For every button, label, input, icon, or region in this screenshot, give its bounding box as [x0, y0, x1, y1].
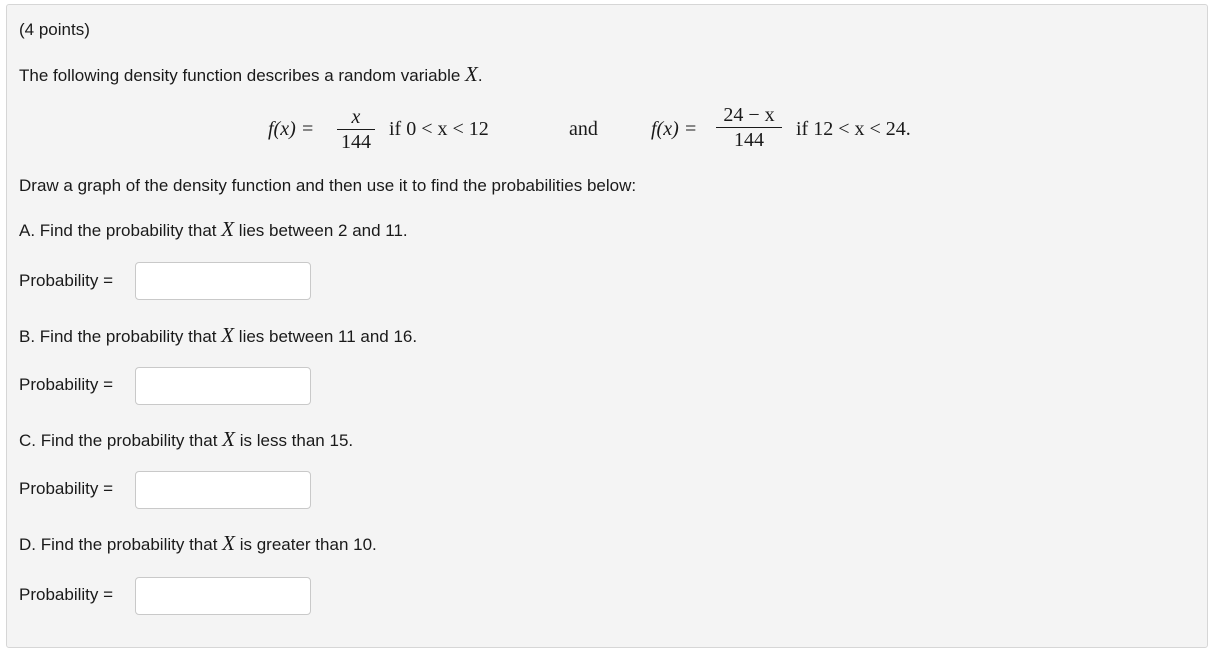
- part-d-prefix: D. Find the probability that: [19, 535, 223, 554]
- part-d-suffix: is greater than 10.: [235, 535, 377, 554]
- formula-1-condition: if 0 < x < 12: [389, 118, 489, 140]
- part-d-variable: X: [222, 531, 235, 555]
- formula-2-numerator: 24 − x: [723, 104, 775, 126]
- formula-1-lhs: f(x) =: [268, 118, 315, 140]
- part-a-variable: X: [221, 217, 235, 241]
- part-d-answer-label: Probability =: [19, 585, 114, 604]
- part-b-variable: X: [221, 323, 235, 347]
- part-b-suffix: lies between 11 and 16.: [234, 327, 418, 346]
- formula-2-condition: if 12 < x < 24.: [796, 118, 911, 140]
- part-b-question: [19, 325, 417, 347]
- formula-2-fraction-bar: [716, 127, 782, 128]
- part-c-suffix: is less than 15.: [235, 431, 354, 450]
- points-label: (4 points): [19, 20, 90, 39]
- part-c-probability-input[interactable]: [135, 471, 311, 509]
- intro-text: [19, 64, 483, 86]
- part-b-answer-label: Probability =: [19, 375, 114, 394]
- part-a-answer-label: Probability =: [19, 271, 114, 290]
- intro-variable: X: [465, 62, 478, 86]
- formula-2-fraction: [716, 104, 782, 151]
- part-c-variable: X: [222, 427, 235, 451]
- part-c-prefix: C. Find the probability that: [19, 431, 223, 450]
- formula-2-lhs: f(x) =: [651, 118, 698, 140]
- formula-2-denominator: 144: [734, 129, 764, 151]
- formula-and: and: [569, 118, 598, 140]
- part-b-prefix: B. Find the probability that: [19, 327, 222, 346]
- part-a-question: [19, 219, 408, 241]
- part-c-question: [19, 429, 353, 451]
- instruction-text: Draw a graph of the density function and then use it to find the probabilities below:: [19, 176, 637, 195]
- part-a-prefix: A. Find the probability that: [19, 221, 222, 240]
- part-a-probability-input[interactable]: [135, 262, 311, 300]
- formula-1-numerator: x: [351, 106, 361, 128]
- part-d-probability-input[interactable]: [135, 577, 311, 615]
- part-c-answer-label: Probability =: [19, 479, 114, 498]
- formula-1-denominator: 144: [341, 131, 371, 153]
- intro-suffix: .: [477, 66, 483, 85]
- part-b-probability-input[interactable]: [135, 367, 311, 405]
- part-a-suffix: lies between 2 and 11.: [234, 221, 408, 240]
- formula-1-fraction: [337, 106, 375, 153]
- intro-prefix: The following density function describes a random variable: [19, 66, 466, 85]
- part-d-question: [19, 533, 377, 555]
- formula-1-fraction-bar: [337, 129, 375, 130]
